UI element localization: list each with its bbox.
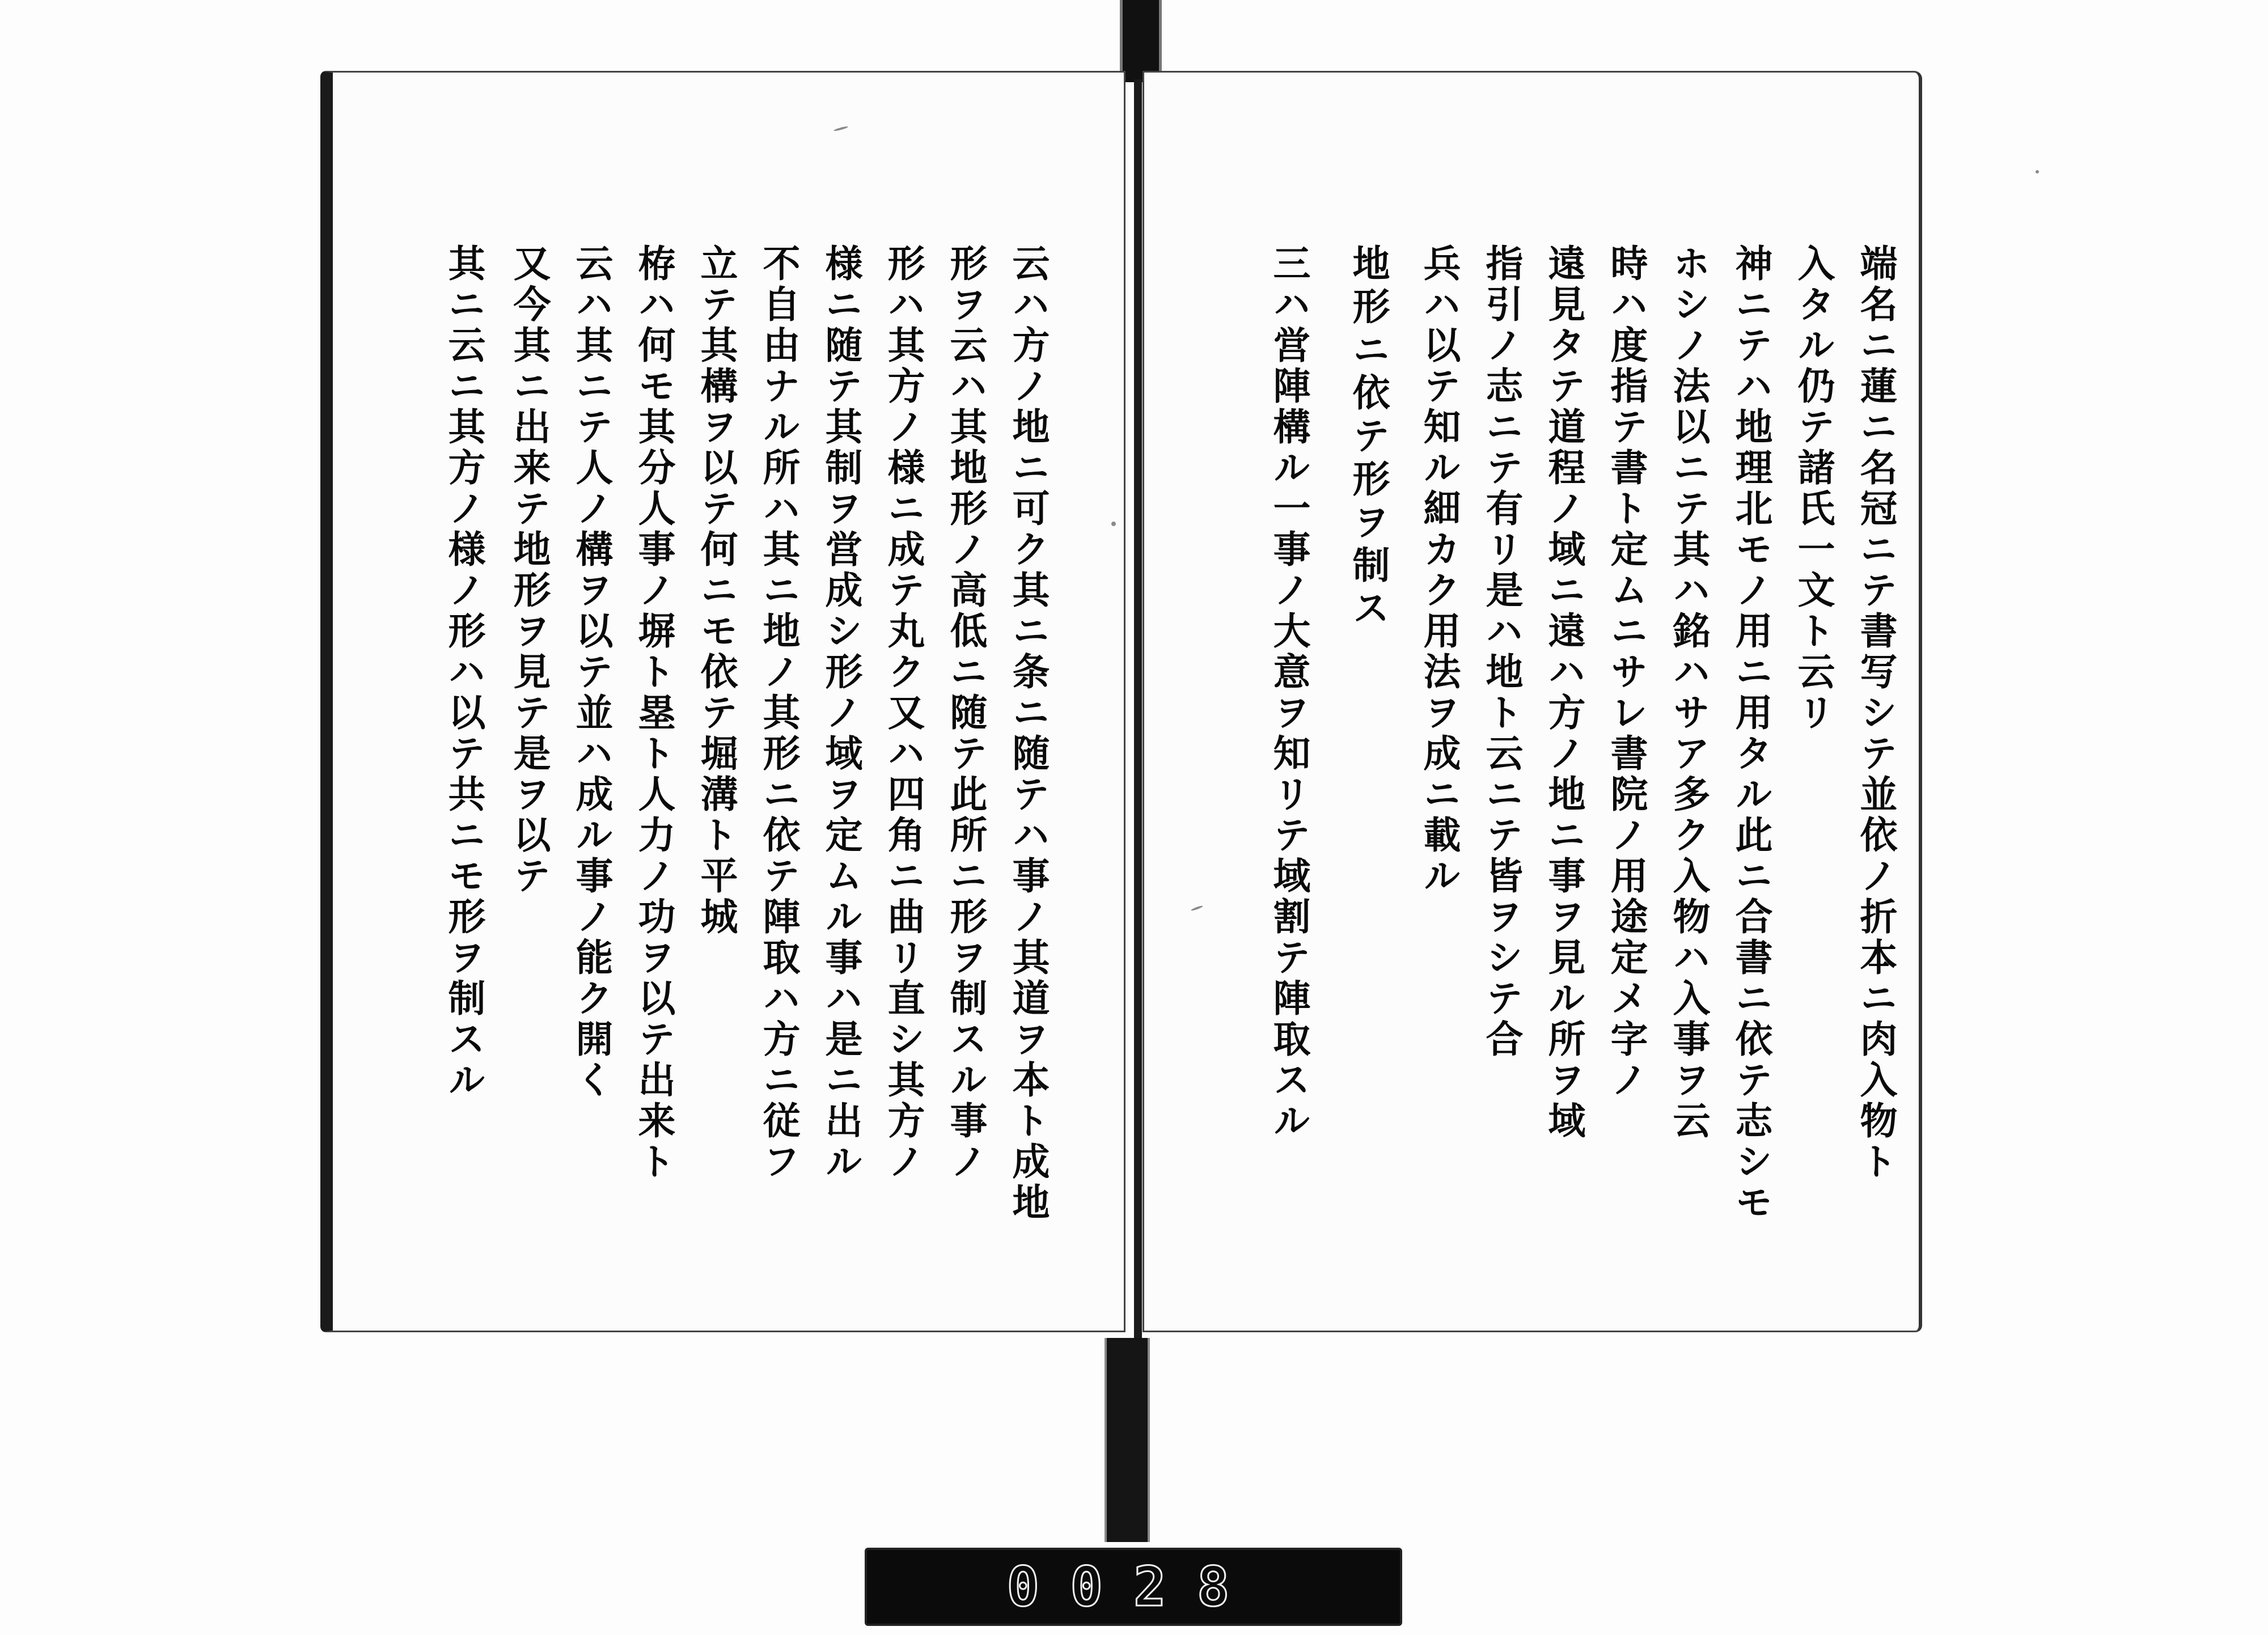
right-page-column-6: 遠見タテ道程ノ域ニ遠ハ方ノ地ニ事ヲ見ル所ヲ域 (1542, 244, 1586, 1142)
right-page-column-8: 兵ハ以テ知ル細カク用法ヲ成ニ載ル (1417, 244, 1461, 897)
right-page-column-7: 指引ノ志ニテ有リ是ハ地ト云ニテ皆ヲシテ合 (1479, 244, 1524, 1060)
right-page-column-5: 時ハ度指テ書ト定ムニサレ書院ノ用途定メ字ノ (1604, 244, 1648, 1101)
frame-counter (865, 1548, 1402, 1626)
right-page-column-4: ホシノ法以ニテ其ハ銘ハサア多ク入物ハ入事ヲ云 (1666, 244, 1711, 1142)
left-page-column-2: 形ヲ云ハ其地形ノ高低ニ随テ此所ニ形ヲ制スル事ノ (943, 244, 988, 1183)
left-page-column-7: 栫ハ何モ其分人事ノ塀ト塁ト人力ノ功ヲ以テ出来ト (632, 244, 676, 1183)
right-page-column-9: 三ハ営陣構ル一事ノ大意ヲ知リテ域割テ陣取スル (1267, 244, 1311, 1142)
frame-counter-value: 0028 (1006, 1555, 1260, 1619)
left-page-column-3: 形ハ其方ノ様ニ成テ丸ク又ハ四角ニ曲リ直シ其方ノ (881, 244, 925, 1183)
spine-top-strip (1120, 0, 1162, 82)
left-page-column-1: 云ハ方ノ地ニ可ク其ニ条ニ随テハ事ノ其道ヲ本ト成地 (1006, 244, 1050, 1223)
left-page-column-10: 其ニ云ニ其方ノ様ノ形ハ以テ共ニモ形ヲ制スル (442, 244, 486, 1101)
section-heading: 地形ニ依テ形ヲ制ス (1346, 244, 1390, 632)
scan-speck (2036, 170, 2039, 173)
right-page-column-1: 端名ニ蓮ニ名冠ニテ書写シテ並依ノ折本ニ肉入物ト (1854, 244, 1898, 1183)
left-page-column-9: 又今其ニ出来テ地形ヲ見テ是ヲ以テ (507, 244, 551, 897)
left-page-column-6: 立テ其構ヲ以テ何ニモ依テ堀溝ト平城 (694, 244, 738, 938)
book-spine (1134, 79, 1142, 1349)
left-page-column-5: 不自由ナル所ハ其ニ地ノ其形ニ依テ陣取ハ方ニ従フ (756, 244, 801, 1183)
right-page-column-2: 入タル仍テ諸氏一文ト云リ (1791, 244, 1835, 734)
scan-speck (1111, 522, 1116, 526)
left-page-column-8: 云ハ其ニテ人ノ構ヲ以テ並ハ成ル事ノ能ク開く (569, 244, 613, 1101)
left-page-column-4: 様ニ随テ其制ヲ営成シ形ノ域ヲ定ムル事ハ是ニ出ル (819, 244, 863, 1183)
spine-bottom-strip (1105, 1338, 1150, 1542)
right-page-column-3: 神ニテハ地理北モノ用ニ用タル此ニ合書ニ依テ志シモ (1729, 244, 1773, 1223)
